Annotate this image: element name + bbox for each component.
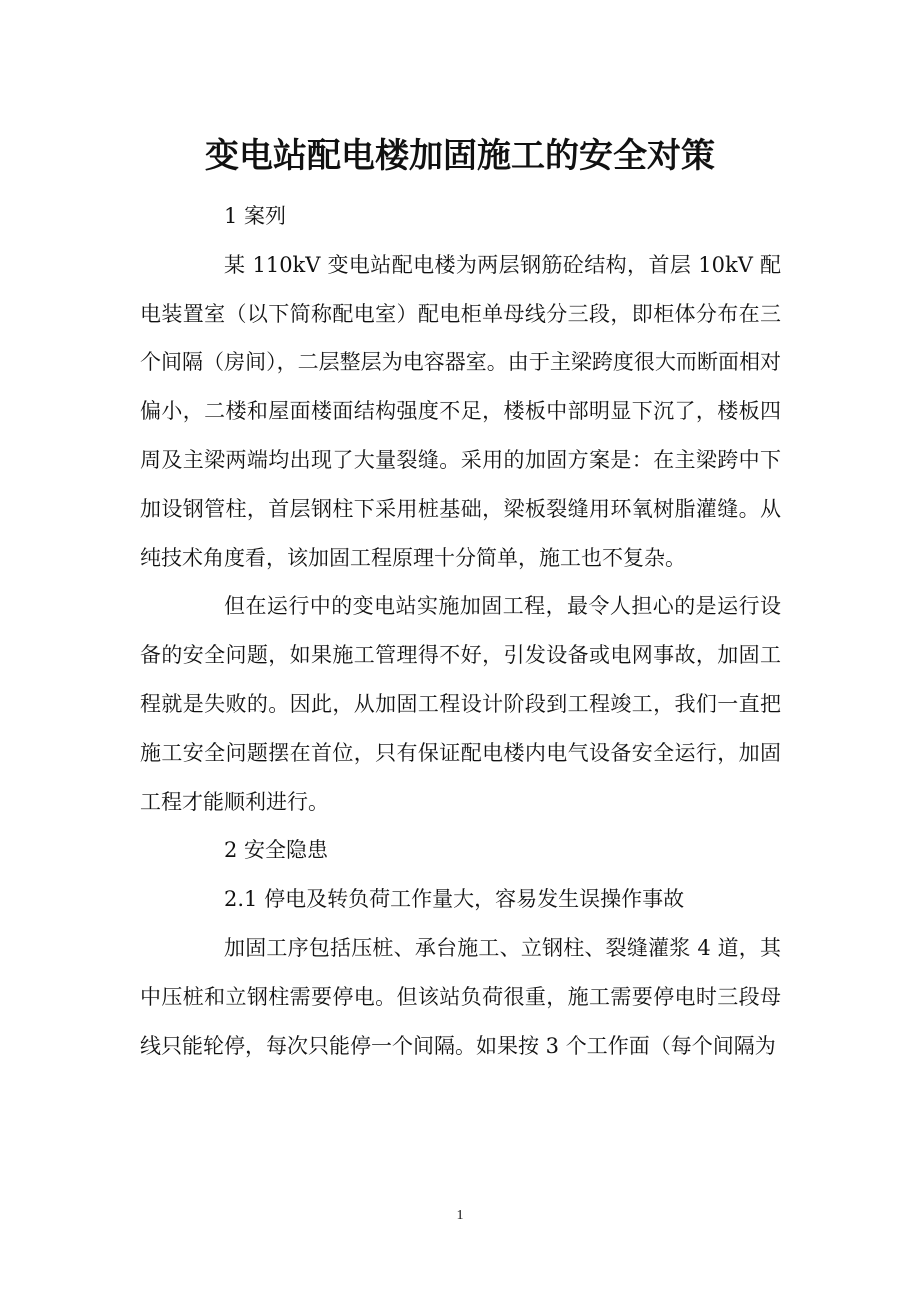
page-number: 1 bbox=[456, 1208, 464, 1223]
paragraph-case-description: 某 110kV 变电站配电楼为两层钢筋砼结构，首层 10kV 配电装置室（以下简称配电室）配电柜单母线分三段，即柜体分布在三个间隔（房间），二层整层为电容器室。由于主梁跨度很大而断面相对偏小，二楼和屋面楼面结构强度不足，楼板中部明显下沉了，楼板四周及主梁两端均出现了大量裂缝。采用的加固方案是：在主梁跨中下加设钢管柱，首层钢柱下采用桩基础，梁板裂缝用环氧树脂灌缝。从纯技术角度看，该加固工程原理十分简单，施工也不复杂。 bbox=[140, 252, 781, 570]
paragraph-outage-description: 加固工序包括压桩、承台施工、立钢柱、裂缝灌浆 4 道，其中压桩和立钢柱需要停电。但该站负荷很重，施工需要停电时三段母线只能轮停，每次只能停一个间隔。如果按 3 个工作面（每个间隔为 bbox=[140, 935, 781, 1058]
section-heading-case: 1 案列 bbox=[224, 204, 287, 228]
subsection-heading-outage: 2.1 停电及转负荷工作量大，容易发生误操作事故 bbox=[224, 887, 685, 912]
document-title: 变电站配电楼加固施工的安全对策 bbox=[205, 135, 715, 176]
paragraph-safety-concern: 但在运行中的变电站实施加固工程，最令人担心的是运行设备的安全问题，如果施工管理得不好，引发设备或电网事故，加固工程就是失败的。因此，从加固工程设计阶段到工程竣工，我们一直把施工安全问题摆在首位，只有保证配电楼内电气设备安全运行，加固工程才能顺利进行。 bbox=[140, 594, 781, 814]
document-body bbox=[140, 192, 781, 1070]
section-heading-hazards: 2 安全隐患 bbox=[224, 838, 329, 863]
